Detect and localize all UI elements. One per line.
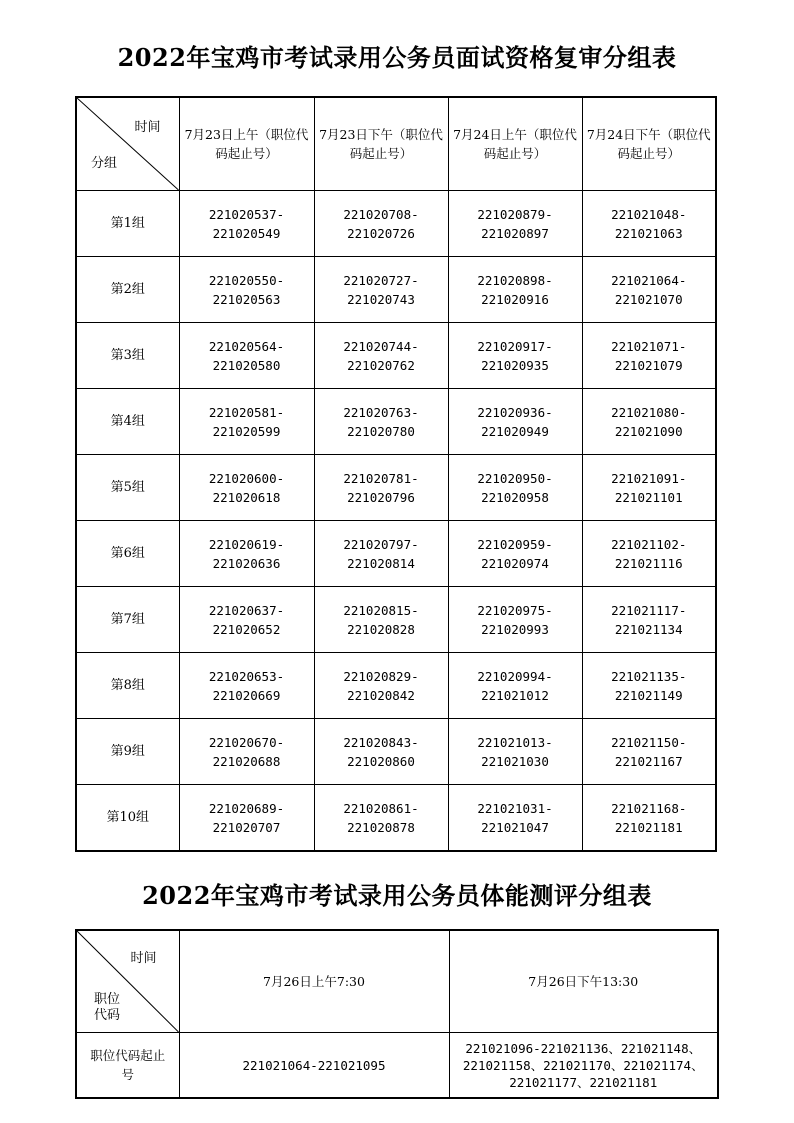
code-range-cell: [582, 323, 716, 389]
code-range-cell: [314, 323, 448, 389]
range-end: 221020762: [347, 357, 415, 373]
range-start: 221020917-: [477, 338, 553, 354]
code-range-cell: [582, 455, 716, 521]
range-end: 221020669: [212, 687, 281, 703]
code-range-cell: [314, 719, 448, 785]
code-range-cell: [179, 389, 314, 455]
range-start: 221021080-: [611, 404, 687, 420]
range-end: 221021012: [481, 687, 549, 703]
code-range-cell: [179, 521, 314, 587]
range-start: 221021071-: [611, 338, 687, 354]
fitness-header-row: [76, 930, 718, 1033]
code-range-cell: [582, 389, 716, 455]
code-range-cell: [179, 323, 314, 389]
code-range-cell: 221021064-221021095: [179, 1033, 449, 1099]
range-end: 221020860: [347, 753, 415, 769]
range-end: 221021134: [614, 621, 683, 637]
range-start: 221021168-: [611, 800, 687, 816]
corner-time-label: 时间: [134, 120, 161, 135]
range-start: 221020550-: [208, 272, 285, 288]
code-range-cell: [582, 587, 716, 653]
range-end: 221020580: [212, 357, 281, 373]
range-start: 221020537-: [208, 206, 285, 222]
range-end: 221020780: [347, 423, 415, 439]
code-range-cell: 221021096-221021136、221021148、221021158、221021170、221021174、221021177、221021181: [449, 1033, 718, 1099]
code-range-cell: [582, 521, 716, 587]
table-row: [76, 653, 716, 719]
range-start: 221020815-: [343, 602, 419, 618]
range-end: 221020916: [481, 291, 549, 307]
range-end: 221021181: [614, 819, 683, 835]
range-end: 221021167: [614, 753, 683, 769]
range-end: 221020636: [212, 555, 281, 571]
group-label: 第3组: [76, 323, 179, 389]
code-range-cell: [314, 257, 448, 323]
range-end: 221020935: [481, 357, 549, 373]
table-row: [76, 323, 716, 389]
group-label: 第2组: [76, 257, 179, 323]
code-range-cell: [582, 191, 716, 257]
range-start: 221020797-: [343, 536, 419, 552]
range-start: 221020619-: [208, 536, 285, 552]
code-range-cell: [179, 719, 314, 785]
corner-time-label: 时间: [130, 951, 157, 966]
column-header: 7月24日上午（职位代码起止号）: [448, 97, 582, 191]
code-range-cell: [448, 785, 582, 852]
group-label: 第1组: [76, 191, 179, 257]
range-end: 221020993: [481, 621, 549, 637]
table-row: [76, 521, 716, 587]
group-label: 第6组: [76, 521, 179, 587]
range-start: 221021091-: [611, 470, 687, 486]
range-end: 221020726: [347, 225, 415, 241]
range-end: 221021116: [614, 555, 683, 571]
range-end: 221020814: [347, 555, 415, 571]
range-start: 221020708-: [343, 206, 419, 222]
range-start: 221020898-: [477, 272, 553, 288]
range-start: 221021013-: [477, 734, 553, 750]
range-end: 221021047: [481, 819, 549, 835]
fitness-group-table: [75, 929, 719, 1099]
table-row: [76, 191, 716, 257]
range-start: 221020781-: [343, 470, 419, 486]
range-start: 221020637-: [208, 602, 285, 618]
code-range-cell: [448, 719, 582, 785]
range-start: 221020727-: [343, 272, 419, 288]
range-end: 221021030: [481, 753, 549, 769]
table-row: [76, 785, 716, 852]
code-range-cell: [582, 785, 716, 852]
table-row: [76, 719, 716, 785]
range-start: 221020653-: [208, 668, 285, 684]
range-start: 221021135-: [611, 668, 687, 684]
range-start: 221020861-: [343, 800, 419, 816]
code-range-cell: [448, 389, 582, 455]
range-end: 221020974: [481, 555, 549, 571]
range-end: 221021149: [614, 687, 683, 703]
table-row: [76, 1033, 718, 1099]
range-start: 221020829-: [343, 668, 419, 684]
code-range-cell: [448, 587, 582, 653]
table-row: [76, 587, 716, 653]
range-end: 221021070: [614, 291, 683, 307]
column-header: 7月23日下午（职位代码起止号）: [314, 97, 448, 191]
range-start: 221020959-: [477, 536, 553, 552]
range-end: 221020842: [347, 687, 415, 703]
code-range-cell: [448, 191, 582, 257]
range-end: 221021063: [614, 225, 683, 241]
code-range-cell: [314, 653, 448, 719]
range-start: 221020975-: [477, 602, 553, 618]
fitness-table-title: 2022年宝鸡市考试录用公务员体能测评分组表: [142, 881, 652, 910]
code-range-cell: [179, 257, 314, 323]
range-end: 221020949: [481, 423, 549, 439]
code-range-cell: [179, 653, 314, 719]
range-end: 221020599: [212, 423, 281, 439]
range-start: 221021031-: [477, 800, 553, 816]
range-start: 221021102-: [611, 536, 687, 552]
code-range-cell: [314, 389, 448, 455]
group-label: 第7组: [76, 587, 179, 653]
range-end: 221020688: [212, 753, 281, 769]
range-start: 221021064-: [611, 272, 687, 288]
range-end: 221021101: [614, 489, 683, 505]
column-header: 7月26日下午13:30: [449, 930, 718, 1033]
range-start: 221020689-: [208, 800, 285, 816]
corner-header-cell: [76, 930, 179, 1033]
range-start: 221020994-: [477, 668, 553, 684]
corner-header-cell: [76, 97, 179, 191]
code-range-cell: [448, 323, 582, 389]
code-range-cell: [314, 521, 448, 587]
table-row: [76, 455, 716, 521]
range-end: 221020563: [212, 291, 281, 307]
interview-table-title: 2022年宝鸡市考试录用公务员面试资格复审分组表: [117, 43, 677, 72]
column-header: 7月23日上午（职位代码起止号）: [179, 97, 314, 191]
range-start: 221020763-: [343, 404, 419, 420]
range-end: 221020618: [212, 489, 281, 505]
diagonal-divider: [77, 98, 179, 190]
range-end: 221021090: [614, 423, 683, 439]
code-range-cell: [314, 191, 448, 257]
range-end: 221020958: [481, 489, 549, 505]
range-start: 221020564-: [208, 338, 285, 354]
row-label: 职位代码起止号: [76, 1033, 179, 1099]
range-start: 221020950-: [477, 470, 553, 486]
range-start: 221021048-: [611, 206, 687, 222]
group-label: 第10组: [76, 785, 179, 852]
code-range-cell: [179, 455, 314, 521]
range-end: 221021079: [614, 357, 683, 373]
code-range-cell: [582, 257, 716, 323]
range-start: 221021150-: [611, 734, 687, 750]
code-range-cell: [314, 785, 448, 852]
group-label: 第5组: [76, 455, 179, 521]
range-end: 221020828: [347, 621, 415, 637]
table-row: [76, 257, 716, 323]
range-end: 221020652: [212, 621, 281, 637]
range-end: 221020878: [347, 819, 415, 835]
code-range-cell: [582, 653, 716, 719]
group-label: 第9组: [76, 719, 179, 785]
column-header: 7月24日下午（职位代码起止号）: [582, 97, 716, 191]
range-start: 221020843-: [343, 734, 419, 750]
code-range-cell: [448, 653, 582, 719]
interview-header-row: [76, 97, 716, 191]
interview-group-table: [75, 96, 717, 852]
range-start: 221020879-: [477, 206, 553, 222]
code-range-cell: [179, 587, 314, 653]
range-start: 221020581-: [208, 404, 285, 420]
range-end: 221020796: [347, 489, 415, 505]
range-start: 221020936-: [477, 404, 553, 420]
code-range-cell: [448, 521, 582, 587]
corner-position-code-label: 职位代码: [93, 992, 120, 1023]
code-range-cell: [448, 455, 582, 521]
range-start: 221020600-: [208, 470, 285, 486]
range-end: 221020707: [212, 819, 281, 835]
range-start: 221020670-: [208, 734, 285, 750]
code-range-cell: [582, 719, 716, 785]
range-end: 221020549: [212, 225, 281, 241]
code-range-cell: [179, 191, 314, 257]
table-row: [76, 389, 716, 455]
range-start: 221021117-: [611, 602, 687, 618]
group-label: 第4组: [76, 389, 179, 455]
corner-group-label: 分组: [91, 156, 118, 171]
range-end: 221020743: [347, 291, 415, 307]
column-header: 7月26日上午7:30: [179, 930, 449, 1033]
range-end: 221020897: [481, 225, 549, 241]
code-range-cell: [314, 587, 448, 653]
code-range-cell: [448, 257, 582, 323]
code-range-cell: [179, 785, 314, 852]
range-start: 221020744-: [343, 338, 419, 354]
code-range-cell: [314, 455, 448, 521]
group-label: 第8组: [76, 653, 179, 719]
